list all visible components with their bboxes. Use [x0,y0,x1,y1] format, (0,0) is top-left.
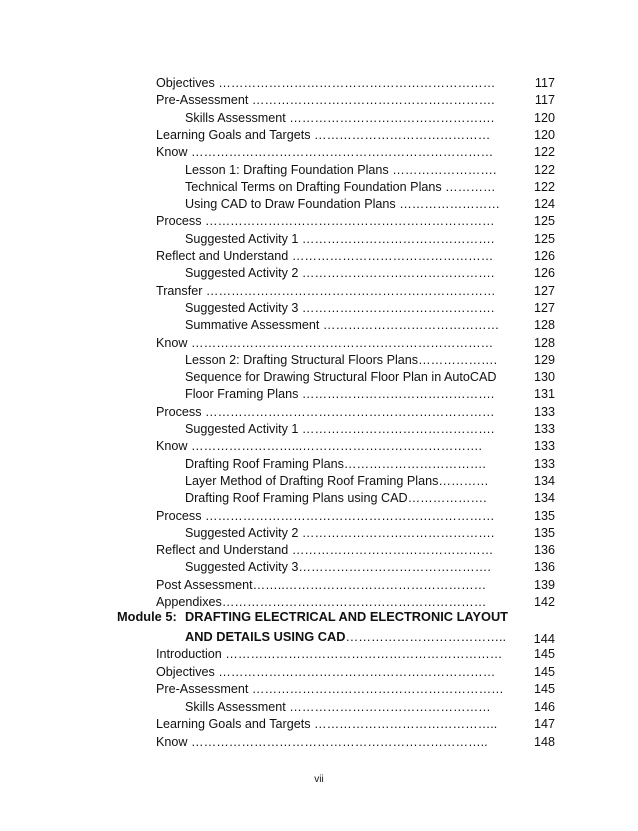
module-title-line2-wrap [185,628,506,646]
toc-entry-page: 133 [533,422,555,436]
toc-entry-page: 145 [533,647,555,661]
toc-entry-title: Suggested Activity 3 ………………………………………. [185,301,495,315]
toc-entry-page: 122 [533,180,555,194]
toc-entry-page: 117 [534,93,555,107]
toc-entry-title: Post Assessment……..………………………………………… [156,578,487,592]
toc-entry-title: Lesson 1: Drafting Foundation Plans ……………………. [185,163,497,177]
toc-entry-title: Know …………………………………………………………….. [156,735,488,749]
toc-entry-title: Process …………………………………………………………… [156,405,495,419]
module-title-line1: DRAFTING ELECTRICAL AND ELECTRONIC LAYOUT [185,609,509,624]
module-title-line2: AND DETAILS USING CAD [185,629,346,644]
toc-entry [0,248,638,265]
toc-entry [0,421,638,438]
toc-entry-title: Appendixes……………………………………………………… [156,595,487,609]
toc-entry [0,525,638,542]
toc-entry-page: 131 [533,387,555,401]
toc-entry [0,110,638,127]
toc-entry [0,196,638,213]
toc-entry-page: 133 [533,405,555,419]
toc-entry-page: 120 [533,111,555,125]
toc-entry-title: Technical Terms on Drafting Foundation Plans ………… [185,180,496,194]
toc-entry-page: 135 [533,509,555,523]
toc-entry-title: Process …………………………………………………………… [156,214,495,228]
toc-entry-title: Drafting Roof Framing Plans using CAD………………. [185,491,487,505]
module-leader-dots: ……………………………….. [345,629,507,644]
toc-entry-title: Pre-Assessment …………………………………………………… [156,682,504,696]
toc-entry [0,179,638,196]
toc-entry [0,404,638,421]
toc-entry-page: 117 [534,76,555,90]
toc-entry [0,213,638,230]
toc-entry-page: 145 [533,665,555,679]
toc-entry-page: 134 [533,491,555,505]
toc-entry-title: Skills Assessment …………………………………………. [185,111,495,125]
toc-entry [0,734,638,751]
toc-entry [0,473,638,490]
module-heading-line2 [0,628,638,646]
toc-entry-title: Suggested Activity 3………………………………………. [185,560,491,574]
toc-entry-title: Summative Assessment …………………………………… [185,318,500,332]
toc-entry-page: 133 [533,439,555,453]
toc-entry-page: 126 [533,266,555,280]
toc-entry [0,92,638,109]
module-label: Module 5: [117,609,177,624]
toc-entry-page: 134 [533,474,555,488]
toc-entry-page: 148 [533,735,555,749]
toc-entry [0,162,638,179]
toc-entry [0,716,638,733]
module-page-number: 144 [533,631,555,646]
toc-entry-title: Drafting Roof Framing Plans……………………………. [185,457,486,471]
toc-entry-title: Lesson 2: Drafting Structural Floors Plans………………. [185,353,498,367]
toc-entry-page: 142 [533,595,555,609]
toc-entry-title: Reflect and Understand ………………………………………… [156,249,494,263]
toc-entry [0,75,638,92]
toc-entry-page: 129 [533,353,555,367]
toc-entry [0,559,638,576]
toc-entry-page: 120 [533,128,555,142]
toc-entry-page: 139 [533,578,555,592]
toc-entry-title: Know ……………………………………………………………… [156,336,494,350]
toc-entry [0,300,638,317]
toc-entry-page: 133 [533,457,555,471]
toc-entry-page: 130 [533,370,555,384]
toc-entry [0,317,638,334]
toc-entry-title: Sequence for Drawing Structural Floor Plan in AutoCAD [185,370,497,384]
toc-entry-title: Process …………………………………………………………… [156,509,495,523]
toc-entry [0,231,638,248]
toc-entry [0,456,638,473]
toc-entry-page: 125 [533,214,555,228]
toc-entry [0,265,638,282]
toc-entry-page: 145 [533,682,555,696]
toc-entry-title: Skills Assessment ………………………………………… [185,700,491,714]
toc-entry-page: 147 [533,717,555,731]
toc-entry-title: Objectives ………………………………………………………… [156,665,496,679]
toc-entry-page: 124 [533,197,555,211]
toc-entry-title: Suggested Activity 2 ………………………………………. [185,266,495,280]
toc-entry-page: 136 [533,560,555,574]
toc-entry-title: Suggested Activity 1 ………………………………………. [185,422,495,436]
toc-entry [0,335,638,352]
toc-entry [0,490,638,507]
page-footer-number: vii [314,774,324,785]
toc-entry-title: Know ……………………………………………………………… [156,145,494,159]
module-heading [0,608,638,626]
toc-entry [0,577,638,594]
toc-entry-title: Transfer …………………………………………………………… [156,284,496,298]
toc-entry-title: Learning Goals and Targets …………………………………….. [156,717,498,731]
toc-entry-page: 128 [533,318,555,332]
toc-entry-title: Reflect and Understand ………………………………………… [156,543,494,557]
toc-entry-page: 128 [533,336,555,350]
toc-entry-title: Suggested Activity 1 ………………………………………. [185,232,495,246]
toc-entry [0,127,638,144]
toc-entry-page: 125 [533,232,555,246]
toc-entry-page: 127 [533,284,555,298]
toc-entry-page: 136 [533,543,555,557]
toc-entry [0,369,638,386]
toc-entry [0,542,638,559]
toc-entry [0,283,638,300]
toc-entry [0,646,638,663]
toc-entry-title: Learning Goals and Targets …………………………………… [156,128,491,142]
toc-entry-title: Know ……………………...……………………………………. [156,439,483,453]
toc-entry-title: Suggested Activity 2 ………………………………………. [185,526,495,540]
toc-entry-page: 122 [533,145,555,159]
toc-entry-title: Using CAD to Draw Foundation Plans …………………… [185,197,500,211]
toc-entry [0,664,638,681]
toc-entry-title: Introduction ………………………………………………………… [156,647,503,661]
toc-entry-title: Objectives ………………………………………………………… [156,76,496,90]
toc-entry [0,699,638,716]
toc-entry-page: 146 [533,700,555,714]
toc-entry-page: 126 [533,249,555,263]
toc-entry-page: 127 [533,301,555,315]
toc-entry-title: Layer Method of Drafting Roof Framing Plans………… [185,474,489,488]
toc-entry [0,508,638,525]
toc-entry [0,352,638,369]
toc-entry-page: 122 [533,163,555,177]
toc-entry [0,386,638,403]
toc-entry-title: Floor Framing Plans ………………………………………. [185,387,495,401]
toc-entry-page: 135 [533,526,555,540]
toc-entry [0,438,638,455]
toc-entry-title: Pre-Assessment …………………………………………………. [156,93,495,107]
toc-entry [0,144,638,161]
toc-entry [0,681,638,698]
